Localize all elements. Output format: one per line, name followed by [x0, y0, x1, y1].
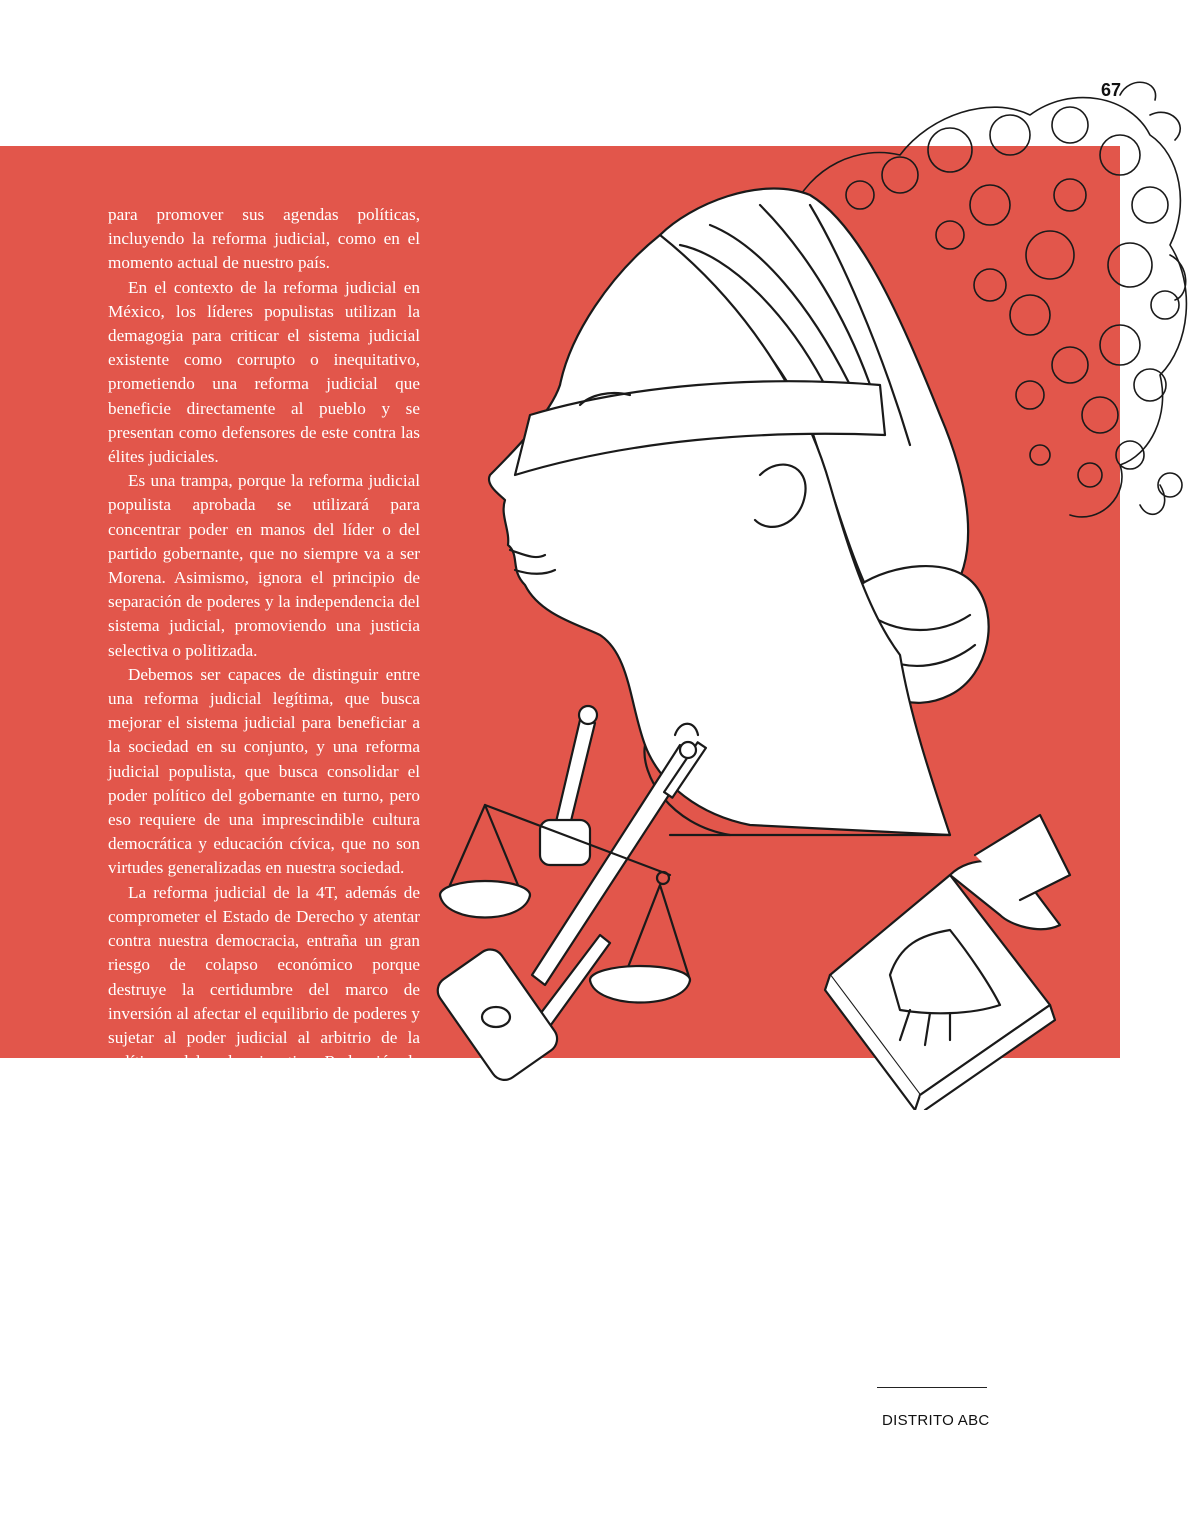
publication-name: DISTRITO ABC	[882, 1412, 990, 1429]
closing-line: ¡Dios guarde la hora!	[780, 1306, 937, 1326]
paragraph: Es verdad, los problemas económicos y sociales que hemos enfrentado como país, han sido el caldo de cultivo para que líderes demagógicos lleguen al poder y arremetan contra nuestra democracia y los derechos de los mexicanos.	[446, 1139, 758, 1280]
paragraph: la reforma judicial aprobada.	[446, 1115, 645, 1134]
paragraph-tail: , menos recaudación e inversión pública y hasta menos recursos para programas sociales, son algunos de los problemas que causará	[108, 1173, 420, 1265]
article-column-2	[446, 1113, 758, 1331]
paragraph: Es una trampa, porque la reforma judicial populista aprobada se utilizará para concentrar poder en manos del líder o del partido gobernante, que no siempre va a ser Morena. Asimismo, ignora el principio de separación de poderes y la independencia del sistema judicial, promoviendo una justicia selectiva o politizada.	[108, 471, 420, 660]
book-with-hand	[825, 815, 1070, 1110]
page-number: 67	[1100, 80, 1121, 100]
paragraph: En el contexto de la reforma judicial en México, los líderes populistas utilizan la demagogia para criticar el sistema judicial existente como corrupto o inequitativo, prometiendo una reforma judicial que beneficie directamente al pueblo y se presentan como defensores de este contra las élites judiciales.	[108, 277, 420, 467]
article-column-3	[780, 1113, 1092, 1329]
dagger	[540, 706, 597, 865]
footer-rule	[877, 1387, 987, 1388]
lady-justice-illustration	[430, 55, 1196, 1110]
paragraph: Pero si no luchamos de inmediato por fortalecer las instituciones, los con-	[446, 1284, 758, 1328]
paragraph-with-italic	[108, 881, 420, 1268]
article-column-1	[108, 203, 420, 1268]
paragraph: Debemos ser capaces de distinguir entre una reforma judicial legítima, que busca mejorar el sistema judicial para beneficiar a la sociedad en su conjunto, y una reforma judicial populista, que busca consolidar el poder político del gobernante en turno, pero eso requiere de una imprescindible cultura democrática y educación cívica, que no son virtudes generalizadas en nuestra sociedad.	[108, 664, 420, 878]
paragraph: para promover sus agendas políticas, incluyendo la reforma judicial, como en el momento actual de nuestro país.	[108, 205, 420, 273]
paragraph-text: La reforma judicial de la 4T, además de comprometer el Estado de Derecho y atentar contra nuestra democracia, entraña un gran riesgo de colapso económico porque destruye la certidumbre del marco de inversión al afectar el equilibrio de poderes y sujetar al poder judicial al arbitrio de la política y del poder ejecutivo. Reducción de inversiones y reinversiones, disminución de flujos de capital, degradación de grado de inversión y por ende mayor pago de intereses al capital, regresión del fenómeno	[108, 882, 420, 1168]
paragraph: trapesos y límites que todo régimen democrático prevé para proteger su supervivencia, continuaremos en este círculo vicioso del autoritarismo que dará al traste con los modestos avances que hemos logrado como país y cuando queramos reaccionar, será demasiado tarde.	[780, 1115, 1092, 1280]
gavel	[432, 935, 610, 1085]
italic-term: nearshoring	[108, 1173, 193, 1193]
